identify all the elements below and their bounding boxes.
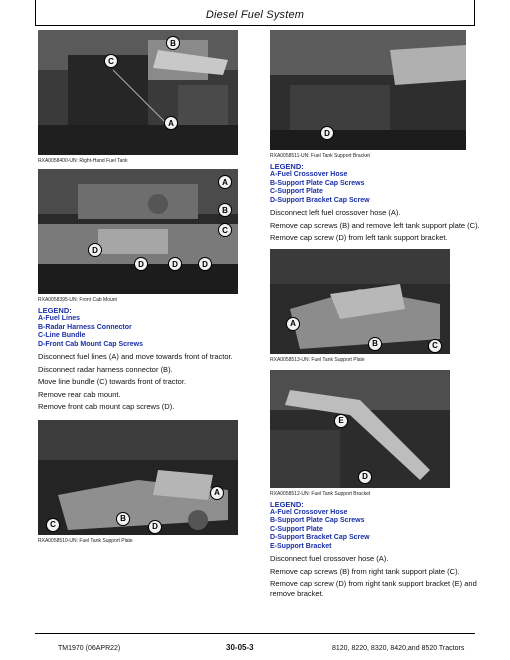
instruction-step: Remove cap screws (B) and remove left tank support plate (C). (270, 220, 480, 230)
instruction-step: Move line bundle (C) towards front of tractor. (38, 377, 186, 386)
instruction-step: Disconnect fuel crossover hose (A). (270, 554, 389, 563)
legend-item: C-Line Bundle (38, 332, 86, 339)
photo-fuel-tank-support-bracket (270, 30, 466, 150)
figure-caption: RXA0058513-UN: Fuel Tank Support Plate (270, 356, 365, 363)
callout-c: C (218, 223, 232, 237)
instruction-step: Remove cap screw (D) from left tank support bracket. (270, 233, 448, 242)
callout-d: D (134, 257, 148, 271)
figure-caption: RXA0058400-UN: Right-Hand Fuel Tank (38, 158, 128, 164)
legend-item: B-Support Plate Cap Screws (270, 517, 365, 524)
legend-title: LEGEND: (38, 306, 72, 315)
callout-b: B (116, 512, 130, 526)
legend-title: LEGEND: (270, 499, 304, 509)
figure-caption: RXA0058512-UN: Fuel Tank Support Bracket (270, 490, 371, 497)
footer-page-number: 30-05-3 (226, 643, 254, 652)
legend-item: D-Front Cab Mount Cap Screws (38, 340, 144, 348)
callout-a: A (218, 175, 232, 189)
figure-caption: RXA0058510-UN: Fuel Tank Support Plate (38, 537, 133, 544)
callout-b: B (166, 36, 180, 50)
callout-e: E (334, 414, 348, 428)
right-column (270, 30, 498, 598)
photo-fuel-tank-support-bracket-right (270, 370, 450, 488)
callout-a: A (210, 486, 224, 500)
callout-d: D (88, 243, 102, 257)
callout-c: C (428, 339, 442, 353)
callout-a: A (286, 317, 300, 331)
instruction-step: Disconnect radar harness connector (B). (38, 364, 173, 374)
left-column (38, 30, 266, 547)
legend-item: A-Fuel Lines (38, 315, 81, 322)
photo-right-hand-fuel-tank (38, 30, 238, 155)
legend-item: E-Support Bracket (270, 542, 332, 550)
legend-item: C-Support Plate (270, 188, 323, 195)
instruction-step: Remove rear cab mount. (38, 389, 121, 399)
figure-caption: RXA0058511-UN: Fuel Tank Support Bracket (270, 153, 370, 159)
instruction-step: Disconnect fuel lines (A) and move towards front of tractor. (38, 352, 233, 361)
legend-item: A-Fuel Crossover Hose (270, 171, 348, 178)
instruction-step: Remove cap screws (B) from right tank support plate (C). (270, 566, 460, 576)
callout-a: A (164, 116, 178, 130)
header-rule (35, 25, 475, 26)
legend-item: C-Support Plate (270, 525, 323, 533)
photo-fuel-tank-support-plate-right (270, 249, 450, 354)
footer-doc-id: TM1970 (06APR22) (58, 645, 121, 652)
legend-item: D-Support Bracket Cap Screw (270, 196, 370, 204)
legend-item: A-Fuel Crossover Hose (270, 508, 348, 516)
legend-item: D-Support Bracket Cap Screw (270, 534, 370, 541)
footer-rule (35, 633, 475, 634)
callout-d: D (168, 257, 182, 271)
callout-d: D (358, 470, 372, 484)
legend-item: B-Radar Harness Connector (38, 323, 132, 331)
callout-c: C (46, 518, 60, 532)
footer-model-list: 8120, 8220, 8320, 8420,and 8520 Tractors (332, 645, 465, 652)
callout-b: B (368, 337, 382, 351)
callout-b: B (218, 203, 232, 217)
figure-caption: RXA0058395-UN: Front Cab Mount (38, 297, 117, 303)
callout-d: D (198, 257, 212, 271)
legend-item: B-Support Plate Cap Screws (270, 179, 365, 187)
legend-title: LEGEND: (270, 162, 304, 171)
photo-fuel-tank-support-plate (38, 420, 238, 535)
callout-d: D (148, 520, 162, 534)
page-title: Diesel Fuel System (205, 9, 305, 21)
callout-d: D (320, 126, 334, 140)
callout-c: C (104, 54, 118, 68)
instruction-step: Remove front cab mount cap screws (D). (38, 402, 175, 411)
instruction-step: Remove cap screw (D) from right tank support bracket (E) and remove bracket. (270, 579, 477, 598)
instruction-step: Disconnect left fuel crossover hose (A). (270, 208, 401, 217)
photo-front-cab-mount (38, 169, 238, 294)
